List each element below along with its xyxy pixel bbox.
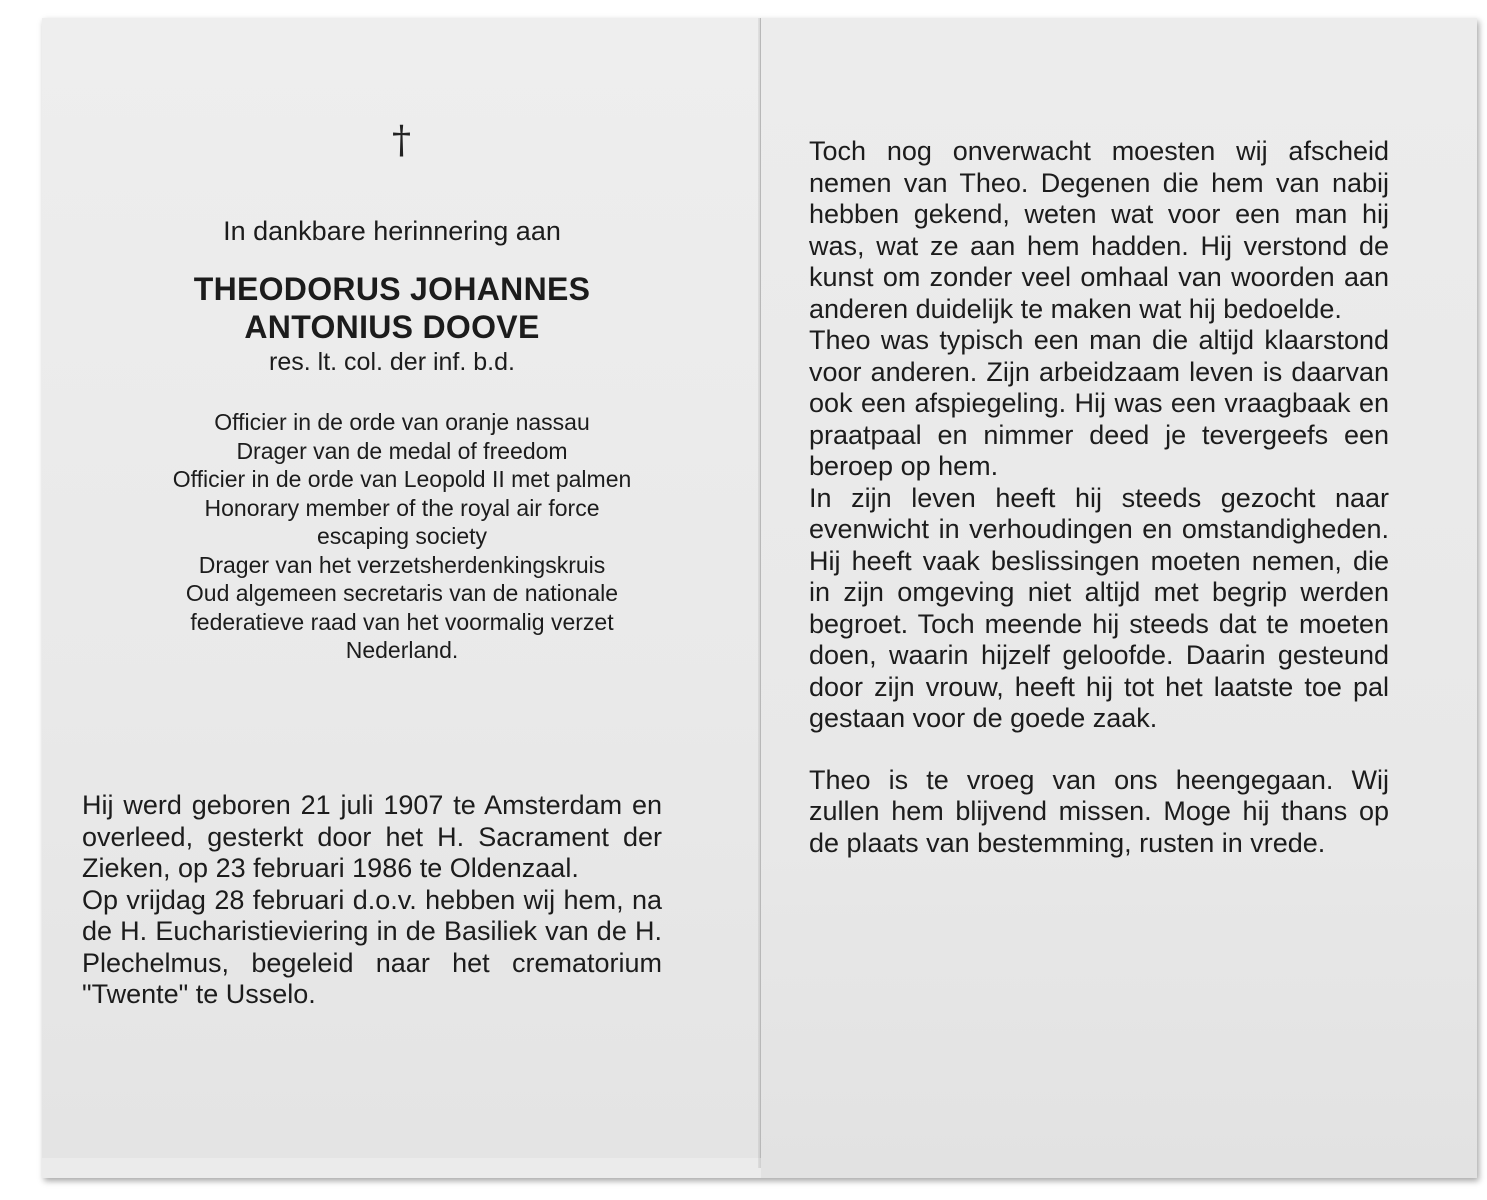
tribute-paragraph: Theo was typisch een man die altijd klaarstond voor anderen. Zijn arbeidzaam leven is daarvan ook een afspiegeling. Hij was een vraagbaak en praatpaal en nimmer deed je tevergeefs een beroep op hem. bbox=[809, 325, 1389, 481]
tribute-paragraph: In zijn leven heeft hij steeds gezocht naar evenwicht in verhoudingen en omstandigheden. Hij heeft vaak beslissingen moeten nemen, die in zijn omgeving niet altijd met begrip werden begroet. Toch meende hij steeds dat te moeten doen, waarin hijzelf geloofde. Daarin gesteund door zijn vrouw, heeft hij tot het laatste toe pal gestaan voor de goede zaak. bbox=[809, 482, 1389, 733]
honor-item: Officier in de orde van Leopold II met palmen bbox=[172, 466, 632, 492]
honors-list bbox=[72, 408, 732, 665]
name-line-1: THEODORUS JOHANNES bbox=[193, 271, 591, 307]
honor-item: Drager van het verzetsherdenkingskruis bbox=[198, 551, 606, 578]
honor-item: Officier in de orde van oranje nassau bbox=[214, 409, 590, 435]
honor-item: federatieve raad van het voormalig verzet bbox=[190, 608, 614, 635]
left-panel bbox=[42, 18, 761, 1158]
tribute-paragraph: Toch nog onverwacht moesten wij afscheid nemen van Theo. Degenen die hem van nabij hebben gekend, weten wat voor een man hij was, wat ze aan hem hadden. Hij verstond de kunst om zonder veel omhaal van woorden aan anderen duidelijk te maken wat hij bedoelde. bbox=[809, 136, 1389, 324]
intro-line: In dankbare herinnering aan bbox=[223, 216, 561, 246]
cross-icon: † bbox=[392, 118, 411, 162]
honor-item: escaping society bbox=[316, 523, 488, 549]
honor-item: Honorary member of the royal air force bbox=[204, 494, 600, 521]
honor-item: Nederland. bbox=[345, 637, 459, 663]
tribute-text bbox=[809, 136, 1389, 859]
biography bbox=[82, 790, 662, 1011]
deceased-name bbox=[42, 270, 742, 346]
name-line-2: ANTONIUS DOOVE bbox=[244, 309, 540, 345]
right-panel bbox=[761, 18, 1477, 1178]
tribute-paragraph: Theo is te vroeg van ons heengegaan. Wij zullen hem blijvend missen. Moge hij thans op de plaats van bestemming, rusten in vrede. bbox=[809, 764, 1389, 858]
honor-item: Drager van de medal of freedom bbox=[236, 437, 568, 464]
bio-paragraph: Hij werd geboren 21 juli 1907 te Amsterdam en overleed, gesterkt door het H. Sacrament der Zieken, op 23 februari 1986 te Oldenzaal. bbox=[82, 790, 662, 883]
military-rank: res. lt. col. der inf. b.d. bbox=[269, 348, 515, 376]
bio-paragraph: Op vrijdag 28 februari d.o.v. hebben wij hem, na de H. Eucharistieviering in de Basiliek van de H. Plechelmus, begeleid naar het crematorium "Twente" te Usselo. bbox=[82, 884, 662, 1009]
honor-item: Oud algemeen secretaris van de nationale bbox=[185, 580, 619, 606]
memorial-card bbox=[42, 18, 1477, 1178]
